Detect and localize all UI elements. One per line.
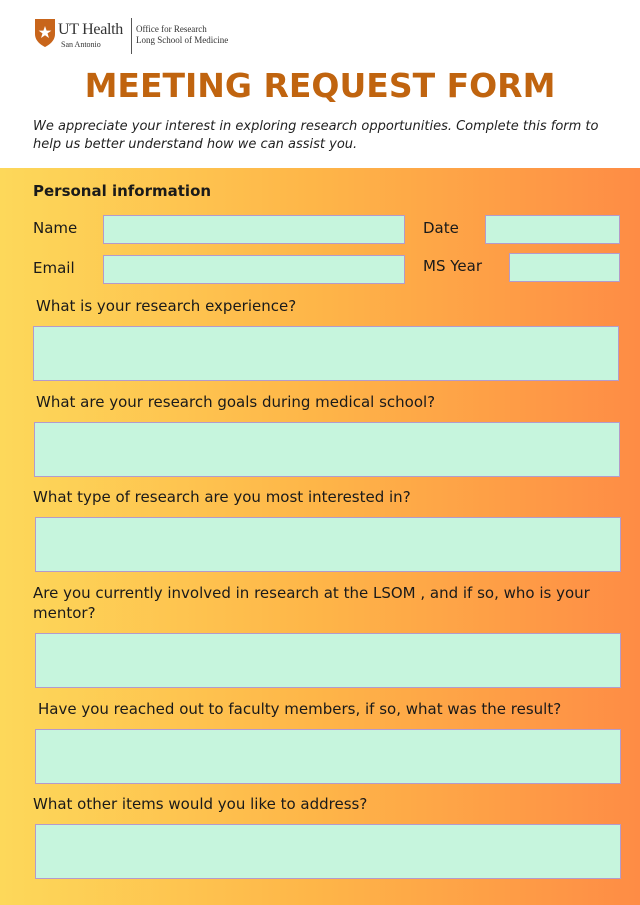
dept-line-2: Long School of Medicine: [136, 35, 229, 45]
date-field[interactable]: [485, 215, 620, 244]
intro-text: We appreciate your interest in exploring research opportunities. Complete this form to help us better understand how we can assist you.: [33, 119, 599, 152]
ms-year-label: MS Year: [423, 257, 482, 275]
page-title: MEETING REQUEST FORM: [84, 66, 556, 105]
email-label: Email: [33, 259, 75, 277]
question-research-experience: What is your research experience?: [36, 297, 297, 315]
question-research-type: What type of research are you most interested in?: [33, 488, 411, 506]
logo-divider: [131, 18, 132, 54]
dept-line-1: Office for Research: [136, 24, 207, 34]
faculty-outreach-field[interactable]: [35, 729, 621, 784]
section-title-personal: Personal information: [33, 182, 212, 200]
logo-sub-text: San Antonio: [61, 40, 101, 49]
department-name: [136, 24, 228, 46]
logo-main-text: UT Health: [58, 21, 123, 38]
question-faculty-outreach: Have you reached out to faculty members, if so, what was the result?: [38, 700, 562, 718]
email-field[interactable]: [103, 255, 405, 284]
ms-year-field[interactable]: [509, 253, 620, 282]
question-current-research-mentor: Are you currently involved in research at the LSOM , and if so, who is your mentor?: [33, 584, 590, 622]
name-field[interactable]: [103, 215, 405, 244]
current-research-mentor-field[interactable]: [35, 633, 621, 688]
name-label: Name: [33, 219, 78, 237]
shield-icon: [34, 18, 56, 48]
meeting-request-form: [0, 168, 640, 905]
other-items-field[interactable]: [35, 824, 621, 879]
research-goals-field[interactable]: [34, 422, 620, 477]
question-other-items: What other items would you like to address?: [33, 795, 368, 813]
research-experience-field[interactable]: [33, 326, 619, 381]
header: [0, 0, 640, 168]
date-label: Date: [423, 219, 459, 237]
research-type-field[interactable]: [35, 517, 621, 572]
question-research-goals: What are your research goals during medical school?: [36, 393, 436, 411]
